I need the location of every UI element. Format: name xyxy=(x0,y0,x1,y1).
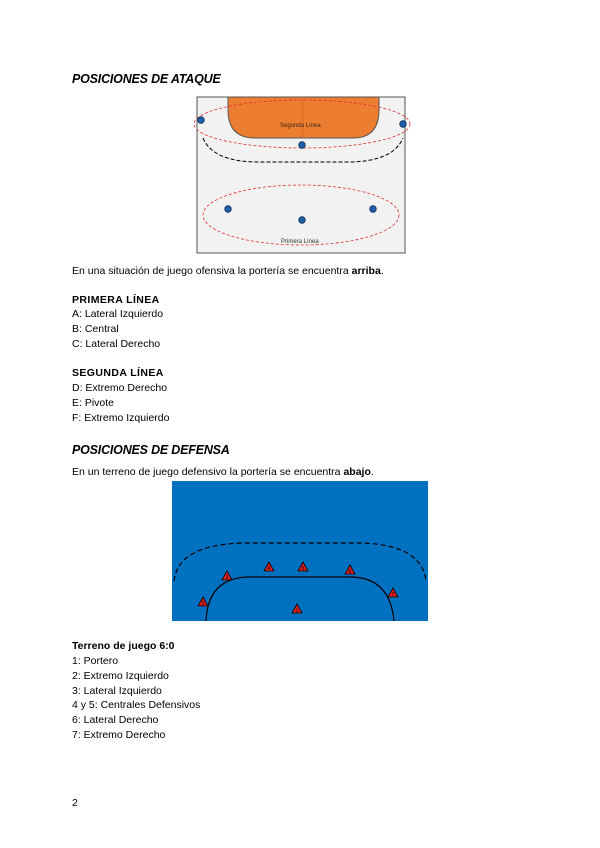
list-item: E: Pivote xyxy=(72,396,115,409)
svg-text:7: 7 xyxy=(391,592,395,598)
list-item: C: Lateral Derecho xyxy=(72,337,161,350)
list-item: 4 y 5: Centrales Defensivos xyxy=(72,699,201,712)
player-marker xyxy=(400,121,407,128)
list-item: B: Central xyxy=(72,322,119,335)
formation-title: Terreno de juego 6:0 xyxy=(72,640,175,652)
second-line-title: SEGUNDA LÍNEA xyxy=(72,367,164,379)
first-line-list xyxy=(72,307,163,351)
attack-sentence xyxy=(72,264,384,279)
defense-sentence-bold: abajo xyxy=(343,466,371,478)
list-item: D: Extremo Derecho xyxy=(72,382,168,394)
player-marker xyxy=(299,217,306,224)
second-line-label: Segunda Línea xyxy=(280,123,321,129)
list-item: 1: Portero xyxy=(72,655,119,667)
defense-sentence-end: . xyxy=(370,466,374,478)
player-marker xyxy=(299,142,306,149)
list-item: 6: Lateral Derecho xyxy=(72,714,159,727)
svg-text:1: 1 xyxy=(295,608,299,614)
attack-heading: POSICIONES DE ATAQUE xyxy=(72,72,221,86)
first-line-title: PRIMERA LÍNEA xyxy=(72,294,160,306)
list-item: 2: Extremo Izquierdo xyxy=(72,669,169,682)
attack-sentence-end: . xyxy=(380,265,384,277)
svg-text:6: 6 xyxy=(348,569,352,575)
svg-text:5: 5 xyxy=(301,566,305,572)
defense-diagram xyxy=(172,481,428,621)
list-item: 3: Lateral Izquierdo xyxy=(72,684,162,697)
defense-sentence-text: En un terreno de juego defensivo la portería se encuentra xyxy=(72,466,344,478)
page-number: 2 xyxy=(72,797,78,809)
list-item: 7: Extremo Derecho xyxy=(72,728,166,741)
attack-diagram xyxy=(193,96,413,256)
second-line-list xyxy=(72,381,169,425)
attack-sentence-bold: arriba xyxy=(351,265,381,277)
player-marker xyxy=(225,206,232,213)
defense-heading: POSICIONES DE DEFENSA xyxy=(72,443,230,457)
svg-text:2: 2 xyxy=(201,601,205,607)
player-marker xyxy=(370,206,377,213)
first-line-label: Primera Línea xyxy=(281,239,319,245)
list-item: F: Extremo Izquierdo xyxy=(72,411,170,424)
formation-list xyxy=(72,654,200,743)
svg-text:4: 4 xyxy=(267,566,271,572)
attack-sentence-text: En una situación de juego ofensiva la portería se encuentra xyxy=(72,265,352,277)
list-item: A: Lateral Izquierdo xyxy=(72,308,164,320)
player-marker xyxy=(198,117,205,124)
defense-sentence xyxy=(72,465,374,480)
svg-text:3: 3 xyxy=(225,575,229,581)
